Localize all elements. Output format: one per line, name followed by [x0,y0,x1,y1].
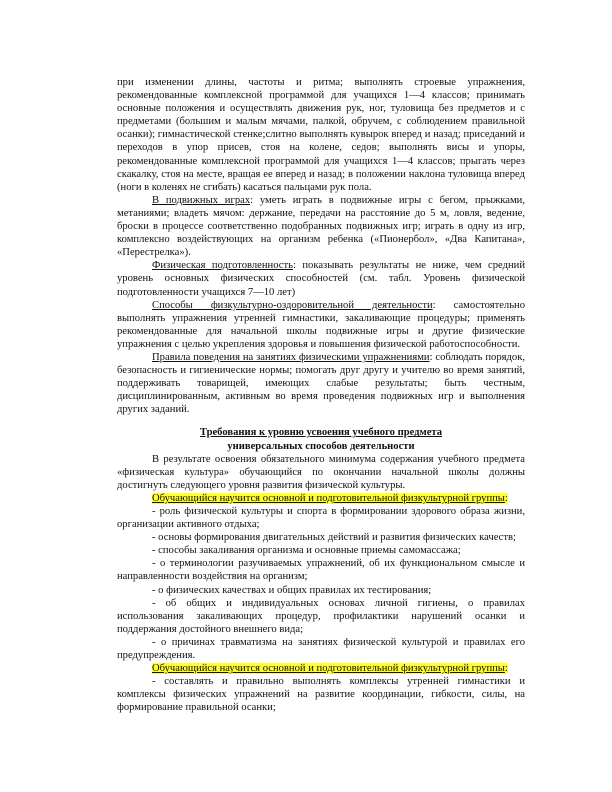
learning-outcome-heading-2 [117,662,525,675]
activity-methods-lead: Способы физкультурно-оздоровительной деятельности [152,299,433,311]
learning-outcome-heading-1 [117,492,525,505]
section-heading-line-2: универсальных способов деятельности [227,440,415,452]
learning-outcome-2-colon: : [504,663,508,675]
list-item: - об общих и индивидуальных основах личной гигиены, о правилах использования закаливающих процедур, профилактики нарушений осанки и поддержания достойного внешнего вида; [117,597,525,635]
learning-outcome-1-colon: : [504,492,508,504]
list-item: - о физических качествах и общих правилах их тестирования; [152,584,432,596]
section-heading [117,426,525,452]
outdoor-games-lead: В подвижных играх [152,194,251,206]
paragraph-behavior-rules [117,351,525,416]
outdoor-games-text: : уметь играть в подвижные игры с бегом, прыжками, метаниями; владеть мячом: держание, передачи на расстояние до 5 м, ловля, ведение, броски в процессе соответственно подобранных подвижных игр; играть в одну из игр, комплексно воздействующих на организм ребенка («Пионербол», «Два Капитана», «Перестрелка»). [117,194,525,259]
section-intro: В результате освоения обязательного минимума содержания учебного предмета «физическая культура» обучающийся по окончании начальной школы должны достигнуть следующего уровня развития физической культуры. [117,453,525,491]
activity-methods-text: : самостоятельно выполнять упражнения утренней гимнастики, закаливающие процедуры; применять рекомендованные для начальной школы подвижные игры и другие физические упражнения с целью укрепления здоровья и повышения физической работоспособности. [117,299,525,350]
behavior-rules-lead: Правила поведения на занятиях физическими упражнениями [152,351,430,363]
paragraph-physical-fitness [117,259,525,298]
learning-outcome-1-text: Обучающийся научится основной и подготовительной физкультурной группы [152,492,505,504]
physical-fitness-text: : показывать результаты не ниже, чем средний уровень основных физических способностей (см. табл. Уровень физической подготовленности учащихся 7—10 лет) [117,260,526,298]
list-item: - способы закаливания организма и основные приемы самомассажа; [152,545,461,557]
paragraph-gymnastics: при изменении длины, частоты и ритма; выполнять строевые упражнения, рекомендованные комплексной программой для учащихся 1—4 классов; принимать основные положения и осуществлять движения рук, ног, туловища без предметов и с предметами (большим и малым мячами, палкой, обручем, с соблюдением правильной осанки); гимнастической стенке;слитно выполнять кувырок вперед и назад; приседаний и переходов в упор присев, стоя на колене, седов; выполнять висы и упоры, рекомендованные комплексной программой для учащихся 1—4 классов; прыгать через скакалку, стоя на месте, вращая ее вперед и назад; в положении наклона туловища вперед (ноги в коленях не сгибать) касаться пальцами рук пола. [117,77,525,193]
list-item: - роль физической культуры и спорта в формировании здорового образа жизни, организации активного отдыха; [117,506,525,531]
section-heading-line-1: Требования к уровню усвоения учебного предмета [199,427,443,439]
learning-outcome-2-text: Обучающийся научится основной и подготовительной физкультурной группы [152,663,505,675]
list-item: - о причинах травматизма на занятиях физической культурой и правилах его предупреждения. [117,636,525,662]
behavior-rules-text: : соблюдать порядок, безопасность и гигиенические нормы; помогать друг другу и учителю во время занятий, поддерживать товарищей, имеющих слабые результаты; быть честным, дисциплинированным, активным во время проведения подвижных игр и выполнения других заданий. [117,351,525,416]
paragraph-outdoor-games [117,194,525,259]
document-body [117,76,525,715]
list-item: - о терминологии разучиваемых упражнений, об их функциональном смысле и направленности воздействия на организм; [117,558,525,583]
physical-fitness-lead: Физическая подготовленность [152,260,293,272]
list-item: - составлять и правильно выполнять комплексы утренней гимнастики и комплексы физических упражнений на развитие координации, гибкости, силы, на формирование правильной осанки; [117,676,525,714]
list-item: - основы формирования двигательных действий и развития физических качеств; [152,532,516,544]
paragraph-activity-methods [117,299,525,351]
